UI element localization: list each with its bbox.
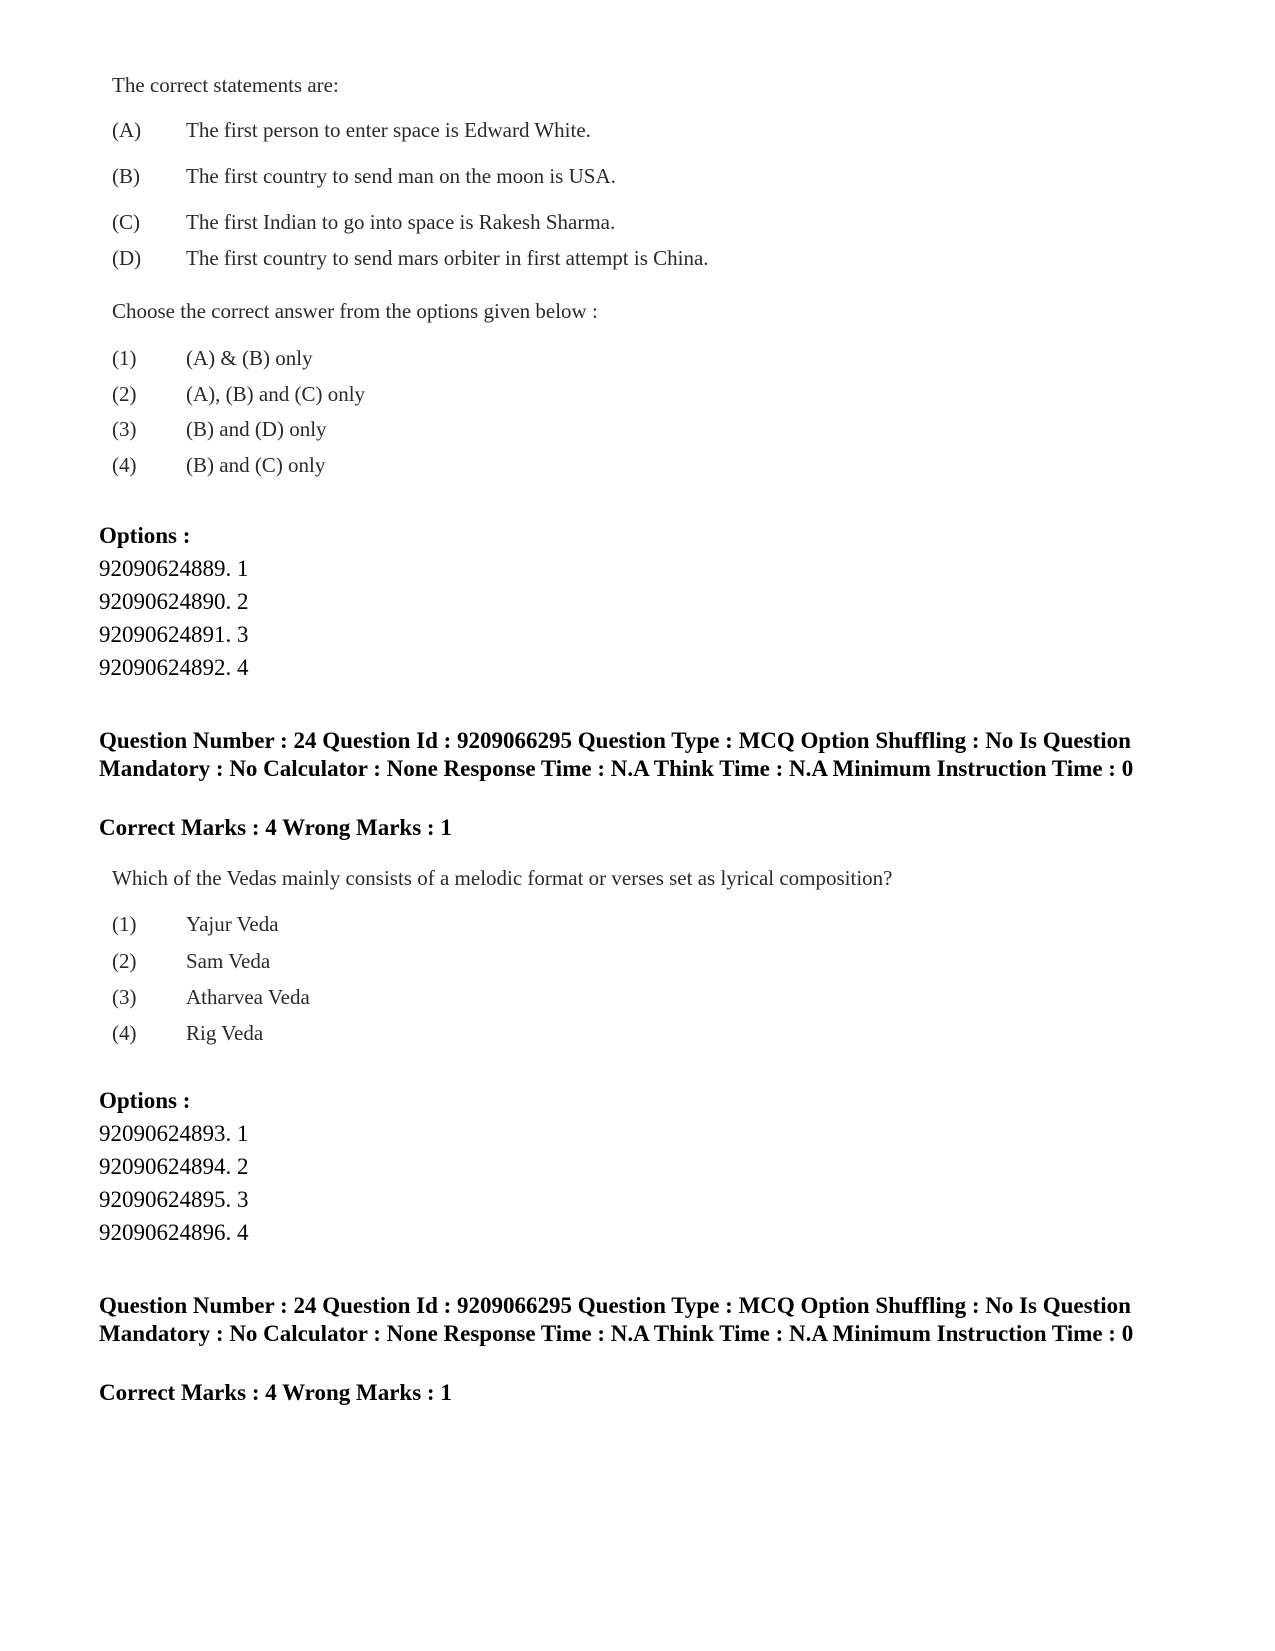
option-id: 92090624892. 4 (99, 655, 249, 680)
question-meta: Question Number : 24 Question Id : 9209066295 Question Type : MCQ Option Shuffling : No Is Question Mandatory : No Calculator : None Response Time : N.A Think Time : N.A Minimum Instruction Time : 0 (99, 728, 1134, 781)
option-id: 92090624889. 1 (99, 556, 249, 581)
statement-d (100, 245, 709, 271)
statement-tag: (A) (112, 118, 142, 142)
options-heading: Options : (99, 1088, 191, 1113)
question-marks: Correct Marks : 4 Wrong Marks : 1 (99, 815, 452, 840)
option-id: 92090624894. 2 (99, 1154, 249, 1179)
option-id: 92090624890. 2 (99, 589, 249, 614)
choice-text: Sam Veda (186, 949, 271, 973)
question-marks: Correct Marks : 4 Wrong Marks : 1 (99, 1380, 452, 1405)
choice-4 (100, 452, 325, 478)
question-text: Which of the Vedas mainly consists of a melodic format or verses set as lyrical composition? (112, 866, 893, 890)
option-id: 92090624895. 3 (99, 1187, 249, 1212)
choice-text: (B) and (D) only (186, 417, 327, 441)
choice-text: (A) & (B) only (186, 346, 313, 370)
statement-tag: (B) (112, 164, 140, 188)
choice-text: Rig Veda (186, 1021, 264, 1045)
choice-tag: (3) (112, 985, 137, 1009)
options-heading: Options : (99, 523, 191, 548)
choice-text: (A), (B) and (C) only (186, 382, 366, 406)
option-id: 92090624891. 3 (99, 622, 249, 647)
choice-2 (100, 381, 365, 407)
choice-3 (100, 416, 327, 442)
statement-text: The first person to enter space is Edward White. (186, 118, 591, 142)
choice-tag: (2) (112, 949, 137, 973)
choice-text: Yajur Veda (186, 912, 279, 936)
statement-tag: (C) (112, 210, 140, 234)
choose-instruction: Choose the correct answer from the options given below : (112, 299, 598, 323)
choice-tag: (3) (112, 417, 137, 441)
statements-intro: The correct statements are: (112, 73, 339, 97)
question-meta: Question Number : 24 Question Id : 9209066295 Question Type : MCQ Option Shuffling : No Is Question Mandatory : No Calculator : None Response Time : N.A Think Time : N.A Minimum Instruction Time : 0 (99, 1293, 1134, 1346)
choice-2 (100, 948, 270, 974)
statement-text: The first country to send man on the moon is USA. (186, 164, 616, 188)
statement-b (100, 163, 616, 189)
option-id: 92090624896. 4 (99, 1220, 249, 1245)
statement-c (100, 209, 615, 235)
choice-text: Atharvea Veda (186, 985, 310, 1009)
statement-text: The first country to send mars orbiter in first attempt is China. (186, 246, 709, 270)
statement-a (100, 117, 591, 143)
statement-text: The first Indian to go into space is Rakesh Sharma. (186, 210, 616, 234)
choice-1 (100, 911, 279, 937)
choice-4 (100, 1020, 263, 1046)
choice-1 (100, 345, 313, 371)
choice-3 (100, 984, 310, 1010)
choice-tag: (1) (112, 912, 137, 936)
statement-tag: (D) (112, 246, 142, 270)
choice-tag: (4) (112, 1021, 137, 1045)
option-id: 92090624893. 1 (99, 1121, 249, 1146)
choice-text: (B) and (C) only (186, 453, 326, 477)
choice-tag: (2) (112, 382, 137, 406)
choice-tag: (4) (112, 453, 137, 477)
choice-tag: (1) (112, 346, 137, 370)
